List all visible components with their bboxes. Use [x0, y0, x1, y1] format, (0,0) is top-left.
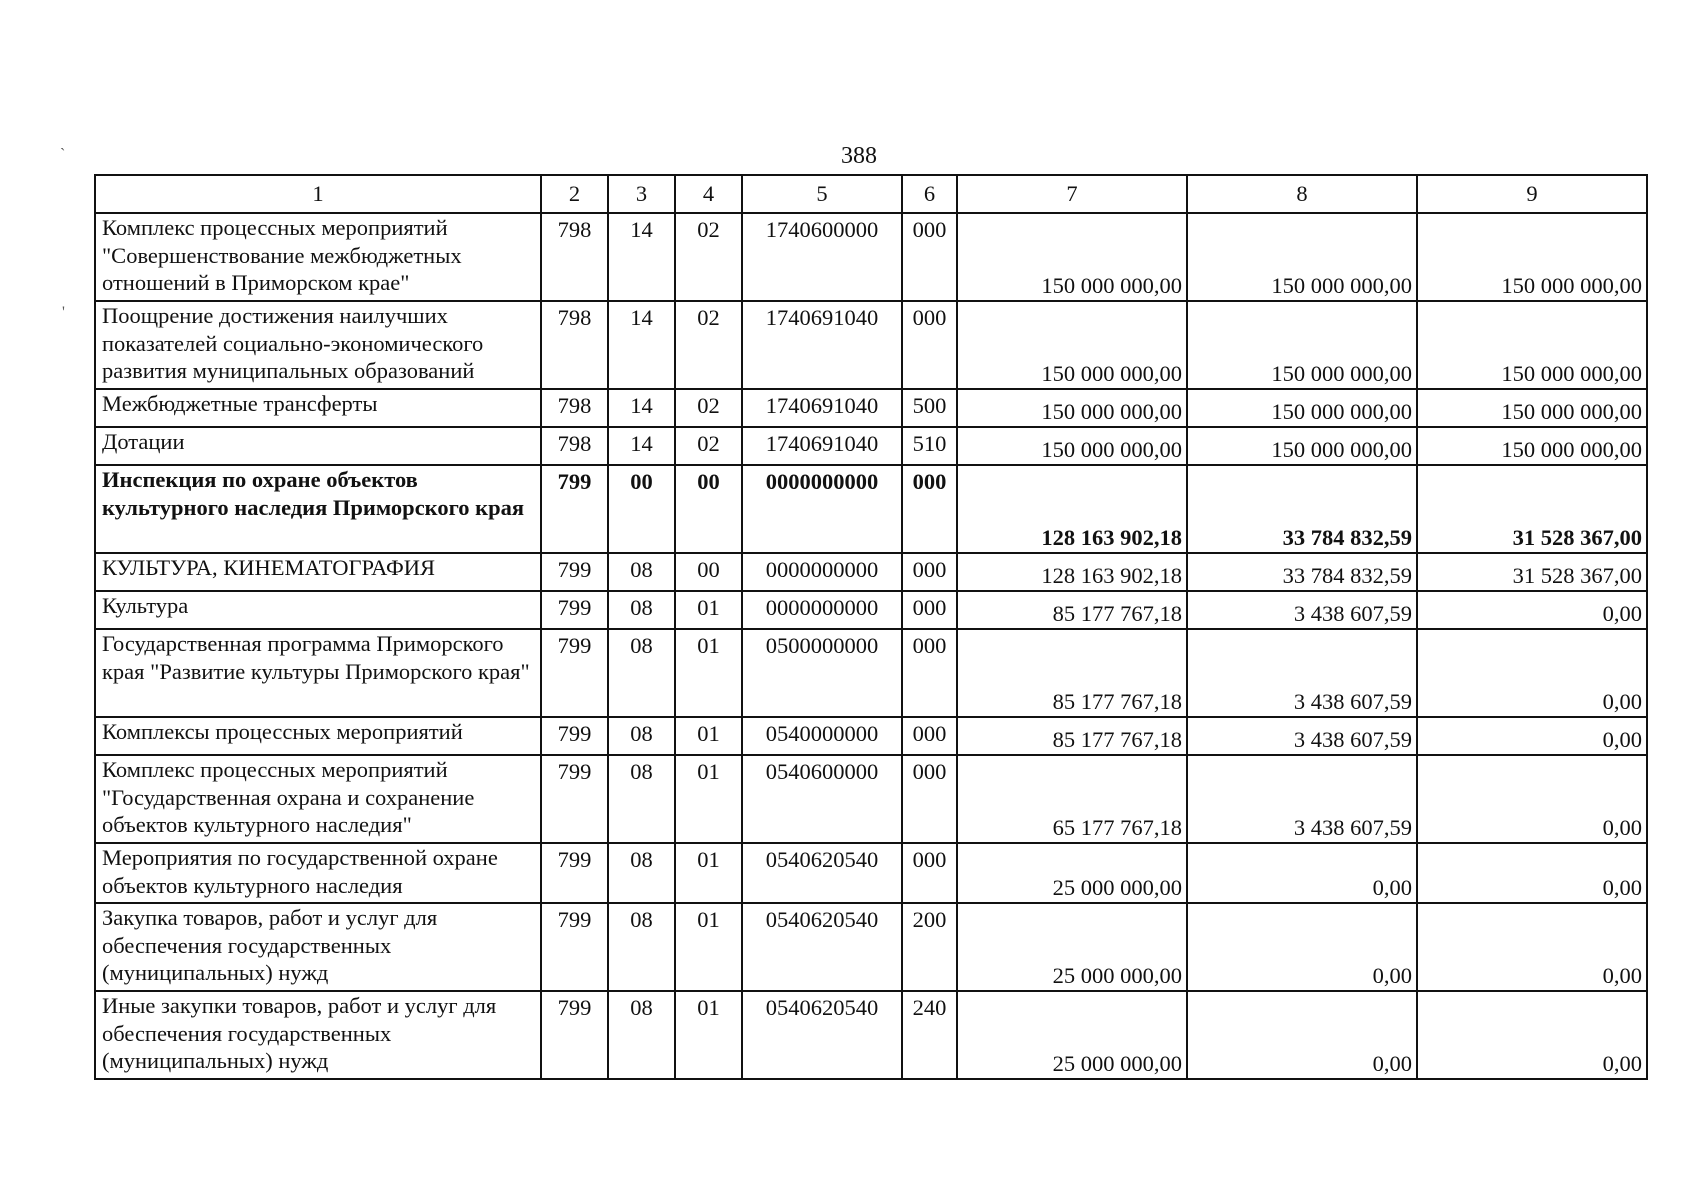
code-cell: 000	[902, 553, 957, 591]
code-cell: 14	[608, 427, 675, 465]
code-cell: 510	[902, 427, 957, 465]
code-cell: 798	[541, 301, 608, 389]
amount-cell: 3 438 607,59	[1187, 629, 1417, 717]
code-cell: 14	[608, 389, 675, 427]
row-name-cell: Государственная программа Приморского края "Развитие культуры Приморского края"	[95, 629, 541, 717]
amount-cell: 150 000 000,00	[1417, 213, 1647, 301]
amount-cell: 128 163 902,18	[957, 553, 1187, 591]
code-cell: 200	[902, 903, 957, 991]
code-cell: 798	[541, 427, 608, 465]
code-cell: 0540600000	[742, 755, 902, 843]
code-cell: 08	[608, 903, 675, 991]
code-cell: 798	[541, 213, 608, 301]
amount-cell: 150 000 000,00	[1187, 301, 1417, 389]
code-cell: 01	[675, 843, 742, 903]
code-cell: 00	[675, 465, 742, 553]
code-cell: 0000000000	[742, 553, 902, 591]
table-row	[95, 213, 1647, 301]
amount-cell: 65 177 767,18	[957, 755, 1187, 843]
code-cell: 000	[902, 755, 957, 843]
amount-cell: 150 000 000,00	[1417, 389, 1647, 427]
budget-table	[94, 174, 1648, 1080]
code-cell: 000	[902, 465, 957, 553]
table-row	[95, 903, 1647, 991]
code-cell: 798	[541, 389, 608, 427]
code-cell: 01	[675, 755, 742, 843]
code-cell: 0540620540	[742, 903, 902, 991]
amount-cell: 0,00	[1187, 991, 1417, 1079]
code-cell: 08	[608, 591, 675, 629]
page-number: 388	[841, 143, 877, 169]
table-row	[95, 991, 1647, 1079]
code-cell: 0000000000	[742, 465, 902, 553]
code-cell: 08	[608, 717, 675, 755]
code-cell: 01	[675, 903, 742, 991]
code-cell: 1740691040	[742, 427, 902, 465]
amount-cell: 0,00	[1417, 843, 1647, 903]
code-cell: 000	[902, 843, 957, 903]
table-row	[95, 553, 1647, 591]
amount-cell: 150 000 000,00	[957, 301, 1187, 389]
table-row	[95, 465, 1647, 553]
column-header: 2	[541, 175, 608, 213]
code-cell: 01	[675, 991, 742, 1079]
code-cell: 14	[608, 213, 675, 301]
column-header: 5	[742, 175, 902, 213]
amount-cell: 0,00	[1417, 903, 1647, 991]
amount-cell: 0,00	[1417, 755, 1647, 843]
row-name-cell: Комплексы процессных мероприятий	[95, 717, 541, 755]
table-row	[95, 591, 1647, 629]
amount-cell: 3 438 607,59	[1187, 717, 1417, 755]
code-cell: 00	[608, 465, 675, 553]
row-name-cell: Дотации	[95, 427, 541, 465]
code-cell: 000	[902, 629, 957, 717]
amount-cell: 150 000 000,00	[957, 389, 1187, 427]
code-cell: 14	[608, 301, 675, 389]
code-cell: 0500000000	[742, 629, 902, 717]
amount-cell: 33 784 832,59	[1187, 553, 1417, 591]
row-name-cell: КУЛЬТУРА, КИНЕМАТОГРАФИЯ	[95, 553, 541, 591]
code-cell: 02	[675, 301, 742, 389]
column-header: 1	[95, 175, 541, 213]
amount-cell: 0,00	[1417, 591, 1647, 629]
code-cell: 799	[541, 465, 608, 553]
row-name-cell: Культура	[95, 591, 541, 629]
amount-cell: 0,00	[1417, 991, 1647, 1079]
amount-cell: 0,00	[1417, 717, 1647, 755]
code-cell: 799	[541, 991, 608, 1079]
code-cell: 799	[541, 755, 608, 843]
column-header: 3	[608, 175, 675, 213]
code-cell: 0540620540	[742, 991, 902, 1079]
code-cell: 799	[541, 591, 608, 629]
table-row	[95, 843, 1647, 903]
code-cell: 01	[675, 591, 742, 629]
code-cell: 1740691040	[742, 389, 902, 427]
amount-cell: 150 000 000,00	[1187, 213, 1417, 301]
row-name-cell: Комплекс процессных мероприятий "Совершенствование межбюджетных отношений в Приморском крае"	[95, 213, 541, 301]
scan-mark: `	[60, 146, 66, 163]
column-header: 9	[1417, 175, 1647, 213]
code-cell: 08	[608, 991, 675, 1079]
amount-cell: 150 000 000,00	[1417, 427, 1647, 465]
code-cell: 08	[608, 629, 675, 717]
row-name-cell: Иные закупки товаров, работ и услуг для обеспечения государственных (муниципальных) нужд	[95, 991, 541, 1079]
scan-mark: '	[62, 304, 65, 321]
column-header: 4	[675, 175, 742, 213]
code-cell: 000	[902, 717, 957, 755]
code-cell: 000	[902, 591, 957, 629]
code-cell: 02	[675, 427, 742, 465]
code-cell: 0540000000	[742, 717, 902, 755]
code-cell: 08	[608, 843, 675, 903]
row-name-cell: Комплекс процессных мероприятий "Государственная охрана и сохранение объектов культурного наследия"	[95, 755, 541, 843]
code-cell: 0540620540	[742, 843, 902, 903]
code-cell: 240	[902, 991, 957, 1079]
code-cell: 799	[541, 629, 608, 717]
code-cell: 000	[902, 213, 957, 301]
code-cell: 01	[675, 629, 742, 717]
amount-cell: 31 528 367,00	[1417, 553, 1647, 591]
amount-cell: 85 177 767,18	[957, 629, 1187, 717]
code-cell: 000	[902, 301, 957, 389]
column-header: 6	[902, 175, 957, 213]
code-cell: 500	[902, 389, 957, 427]
amount-cell: 150 000 000,00	[957, 213, 1187, 301]
amount-cell: 25 000 000,00	[957, 903, 1187, 991]
amount-cell: 150 000 000,00	[1187, 389, 1417, 427]
amount-cell: 150 000 000,00	[957, 427, 1187, 465]
code-cell: 799	[541, 843, 608, 903]
amount-cell: 85 177 767,18	[957, 717, 1187, 755]
code-cell: 02	[675, 213, 742, 301]
amount-cell: 3 438 607,59	[1187, 755, 1417, 843]
code-cell: 799	[541, 717, 608, 755]
table-row	[95, 755, 1647, 843]
table-row	[95, 301, 1647, 389]
table-header-row	[95, 175, 1647, 213]
column-header: 8	[1187, 175, 1417, 213]
amount-cell: 85 177 767,18	[957, 591, 1187, 629]
code-cell: 08	[608, 755, 675, 843]
column-header: 7	[957, 175, 1187, 213]
code-cell: 1740691040	[742, 301, 902, 389]
code-cell: 0000000000	[742, 591, 902, 629]
code-cell: 01	[675, 717, 742, 755]
amount-cell: 25 000 000,00	[957, 991, 1187, 1079]
amount-cell: 150 000 000,00	[1187, 427, 1417, 465]
table-row	[95, 629, 1647, 717]
amount-cell: 3 438 607,59	[1187, 591, 1417, 629]
row-name-cell: Инспекция по охране объектов культурного наследия Приморского края	[95, 465, 541, 553]
row-name-cell: Поощрение достижения наилучших показателей социально-экономического развития муниципальных образований	[95, 301, 541, 389]
code-cell: 799	[541, 553, 608, 591]
code-cell: 08	[608, 553, 675, 591]
code-cell: 799	[541, 903, 608, 991]
amount-cell: 0,00	[1187, 903, 1417, 991]
row-name-cell: Мероприятия по государственной охране объектов культурного наследия	[95, 843, 541, 903]
code-cell: 1740600000	[742, 213, 902, 301]
row-name-cell: Закупка товаров, работ и услуг для обеспечения государственных (муниципальных) нужд	[95, 903, 541, 991]
amount-cell: 31 528 367,00	[1417, 465, 1647, 553]
row-name-cell: Межбюджетные трансферты	[95, 389, 541, 427]
table-row	[95, 717, 1647, 755]
code-cell: 02	[675, 389, 742, 427]
table-row	[95, 427, 1647, 465]
amount-cell: 0,00	[1187, 843, 1417, 903]
amount-cell: 128 163 902,18	[957, 465, 1187, 553]
amount-cell: 33 784 832,59	[1187, 465, 1417, 553]
table-row	[95, 389, 1647, 427]
code-cell: 00	[675, 553, 742, 591]
amount-cell: 25 000 000,00	[957, 843, 1187, 903]
amount-cell: 150 000 000,00	[1417, 301, 1647, 389]
amount-cell: 0,00	[1417, 629, 1647, 717]
